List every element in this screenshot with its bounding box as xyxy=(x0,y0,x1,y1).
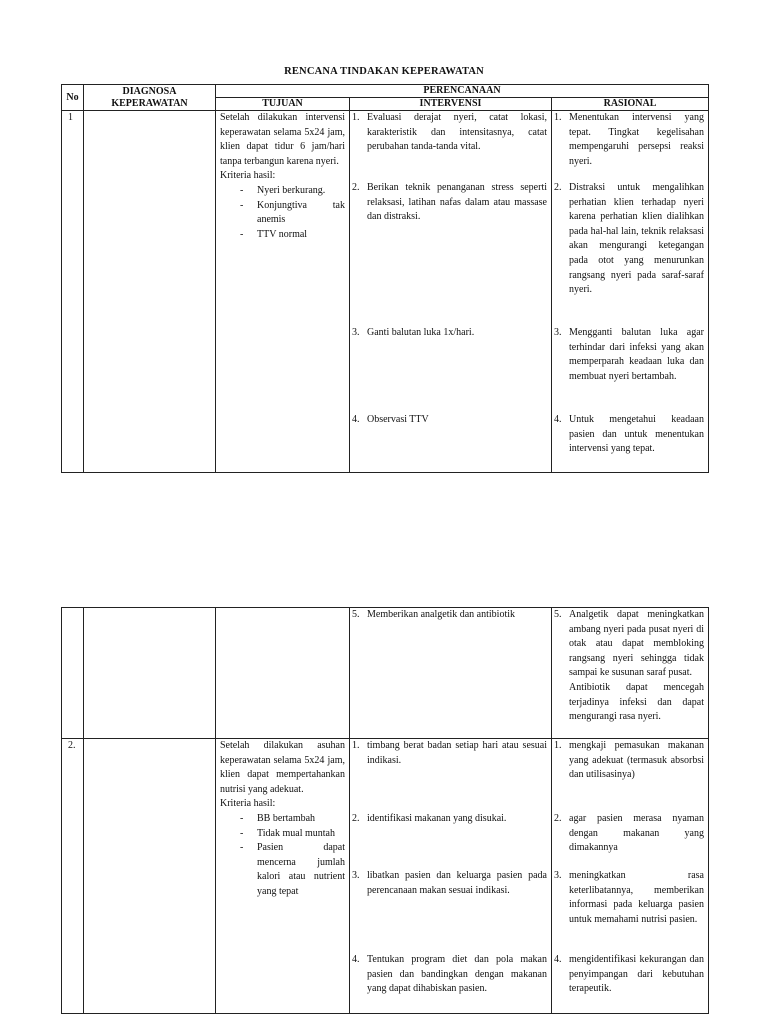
kriteria-list xyxy=(220,184,345,242)
header-intervensi: INTERVENSI xyxy=(350,98,552,111)
kriteria-item: - TTV normal xyxy=(240,228,308,240)
tujuan-text: Setelah dilakukan intervensi keperawatan selama 5x24 jam, klien dapat tidur 6 jam/hari tanpa terbangun karena nyeri. xyxy=(220,112,345,167)
kriteria-item: - BB bertambah xyxy=(240,812,316,824)
document-title: RENCANA TINDAKAN KEPERAWATAN xyxy=(284,66,484,77)
tujuan-text: Setelah dilakukan asuhan keperawatan selama 5x24 jam, klien dapat mempertahankan nutrisi yang adekuat. xyxy=(220,740,345,795)
tujuan-cell xyxy=(216,608,350,739)
intervensi-cell xyxy=(350,608,552,739)
header-diagnosa: DIAGNOSA KEPERAWATAN xyxy=(84,85,216,111)
kriteria-list xyxy=(220,812,345,900)
rasional-item: 1. mengkaji pemasukan makanan yang adekuat (termasuk absorbsi dan utilisasinya) xyxy=(554,740,704,781)
care-plan-table-page1 xyxy=(61,84,709,473)
row-number: 1 xyxy=(62,111,84,473)
rasional-item: 3. meningkatkan rasa keterlibatannya, memberikan informasi pada keluarga pasien untuk memahami nutrisi pasien. xyxy=(554,870,704,925)
intervensi-item: 2. Berikan teknik penanganan stress seperti relaksasi, latihan nafas dalam atau massase dan distraksi. xyxy=(352,182,547,223)
intervensi-cell xyxy=(350,739,552,1014)
kriteria-item: - Pasien dapat mencerna jumlah kalori atau nutrient yang tepat xyxy=(240,842,345,897)
rasional-cell xyxy=(552,608,709,739)
kriteria-label: Kriteria hasil: xyxy=(220,170,276,182)
intervensi-item: 4. Tentukan program diet dan pola makan pasien dan bandingkan dengan makanan yang dapat dihabiskan pasien. xyxy=(352,954,547,995)
intervensi-item: 5. Memberikan analgetik dan antibiotik xyxy=(352,609,516,620)
kriteria-item: - Nyeri berkurang. xyxy=(240,184,326,196)
header-no: No xyxy=(62,85,84,111)
intervensi-cell xyxy=(350,111,552,473)
intervensi-item: 1. timbang berat badan setiap hari atau sesuai indikasi. xyxy=(352,740,547,766)
rasional-cell xyxy=(552,111,709,473)
care-plan-table-page2 xyxy=(61,607,709,1014)
rasional-item: 3. Mengganti balutan luka agar terhindar dari infeksi yang akan memperparah keadaan luka dan membuat nyeri bertambah. xyxy=(554,327,704,382)
intervensi-item: 2. identifikasi makanan yang disukai. xyxy=(352,813,507,824)
tujuan-cell xyxy=(216,111,350,473)
intervensi-item: 4. Observasi TTV xyxy=(352,414,429,425)
rasional-cell xyxy=(552,739,709,1014)
diagnosa-cell xyxy=(84,608,216,739)
rasional-item: 4. Untuk mengetahui keadaan pasien dan untuk menentukan intervensi yang tepat. xyxy=(554,414,704,455)
tujuan-cell xyxy=(216,739,350,1014)
kriteria-item: - Tidak mual muntah xyxy=(240,827,335,839)
row-number xyxy=(62,608,84,739)
kriteria-label: Kriteria hasil: xyxy=(220,798,276,810)
rasional-item: 5. Analgetik dapat meningkatkan ambang nyeri pada pusat nyeri di otak atau dapat membloking rangsang nyeri sehingga tidak sampai ke susunan saraf pusat. Antibiotik dapat mencegah terjadinya infeksi dan dapat mengurangi rasa nyeri. xyxy=(554,609,704,723)
diagnosa-cell xyxy=(84,111,216,473)
rasional-item: 2. agar pasien merasa nyaman dengan makanan yang dimakannya xyxy=(554,813,704,854)
intervensi-item: 3. Ganti balutan luka 1x/hari. xyxy=(352,327,475,338)
header-rasional: RASIONAL xyxy=(552,98,709,111)
intervensi-item: 3. libatkan pasien dan keluarga pasien pada perencanaan makan sesuai indikasi. xyxy=(352,870,547,896)
rasional-item: 4. mengidentifikasi kekurangan dan penyimpangan dari kebutuhan terapeutik. xyxy=(554,954,704,995)
row-number: 2. xyxy=(62,739,84,1014)
diagnosa-cell xyxy=(84,739,216,1014)
kriteria-item: - Konjungtiva tak anemis xyxy=(240,199,345,226)
rasional-item: 1. Menentukan intervensi yang tepat. Tingkat kegelisahan mempengaruhi persepsi reaksi nyeri. xyxy=(554,112,704,167)
header-tujuan: TUJUAN xyxy=(216,98,350,111)
intervensi-item: 1. Evaluasi derajat nyeri, catat lokasi, karakteristik dan intensitasnya, catat perubahan tanda-tanda vital. xyxy=(352,112,547,153)
rasional-item: 2. Distraksi untuk mengalihkan perhatian klien terhadap nyeri karena perhatian klien dialihkan pada hal-hal lain, teknik relaksasi akan mengurangi ketegangan pada otot yang menurunkan rangsang nyeri pada saraf-saraf nyeri. xyxy=(554,182,704,296)
header-perencanaan: PERENCANAAN xyxy=(216,85,709,98)
